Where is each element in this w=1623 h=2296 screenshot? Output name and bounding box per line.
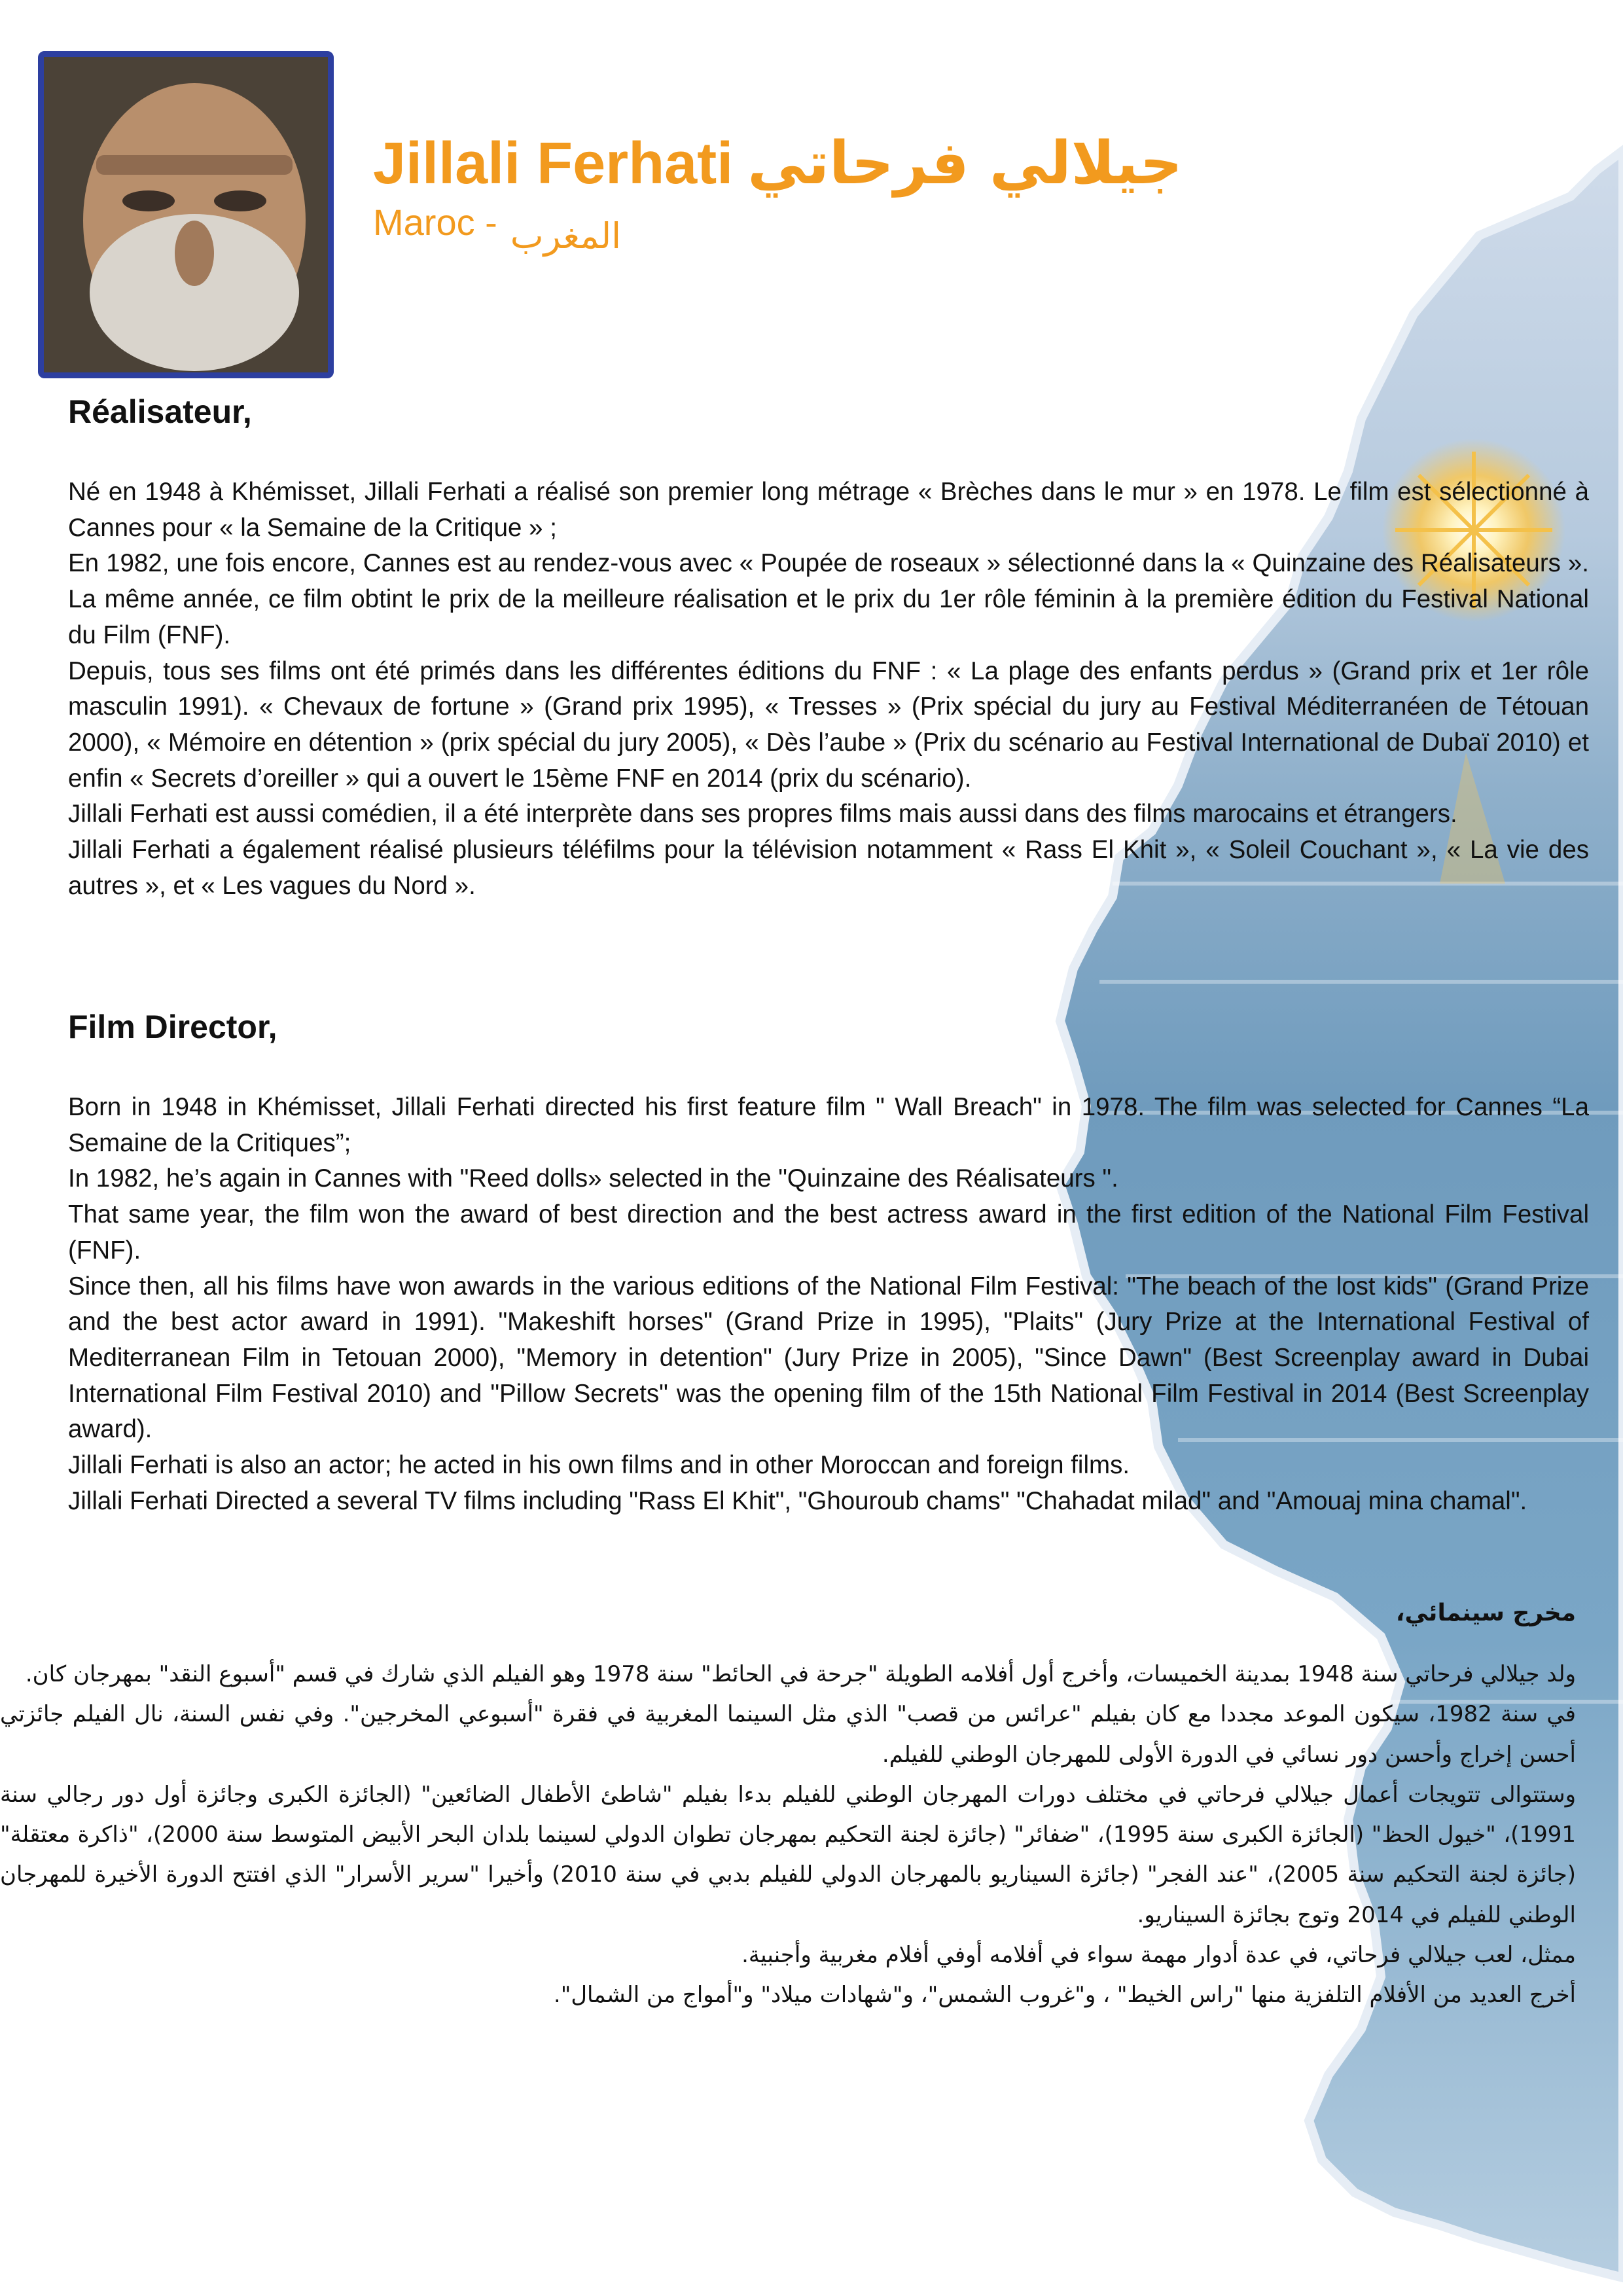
arabic-paragraph: وستتوالى تتويجات أعمال جيلالي فرحاتي في مختلف دورات المهرجان الوطني للفيلم بدءا بفيلم "شاطئ الأطفال الضائعين" (الجائزة الكبرى وجائزة أول دور رجالي سنة 1991)، "خيول الحظ" (الجائزة الكبرى سنة 1995)، "ضفائر" (جائزة لجنة التحكيم بمهرجان تطوان الدولي لسينما بلدان البحر الأبيض المتوسط سنة 2000)، "ذاكرة معتقلة" (جائزة لجنة التحكيم سنة 2005)، "عند الفجر" (جائزة السيناريو بالمهرجان الدولي للفيلم بدبي في سنة 2010) وأخيرا "سرير الأسرار" الذي افتتح الدورة الأخيرة للمهرجان الوطني للفيلم في 2014 وتوج بجائزة السيناريو. bbox=[0, 1781, 1576, 1928]
arabic-paragraph: ممثل، لعب جيلالي فرحاتي، في عدة أدوار مهمة سواء في أفلامه أوفي أفلام مغربية وأجنبية. bbox=[741, 1942, 1576, 1969]
arabic-heading: مخرج سينمائي، bbox=[1395, 1600, 1576, 1626]
french-paragraph: Né en 1948 à Khémisset, Jillali Ferhati a réalisé son premier long métrage « Brèches dans le mur » en 1978. Le film est sélectionné à Cannes pour « la Semaine de la Critique » ; bbox=[68, 478, 1589, 542]
header bbox=[373, 129, 1183, 257]
name-arabic: جيلالي فرحاتي bbox=[747, 129, 1183, 198]
person-name bbox=[373, 129, 1183, 198]
arabic-biography bbox=[0, 1655, 1576, 2016]
french-paragraph: En 1982, une fois encore, Cannes est au rendez-vous avec « Poupée de roseaux » sélectionné dans la « Quinzaine des Réalisateurs ». La même année, ce film obtint le prix de la meilleure réalisation et le prix du 1er rôle féminin à la première édition du Festival National du Film (FNF). bbox=[68, 549, 1589, 649]
french-heading: Réalisateur, bbox=[68, 393, 252, 430]
french-paragraph: Depuis, tous ses films ont été primés dans les différentes éditions du FNF : « La plage des enfants perdus » (Grand prix et 1er rôle masculin 1991). « Chevaux de fortune » (Grand prix 1995), « Tresses » (Prix spécial du jury au Festival Méditerranéen de Tétouan 2000), « Mémoire en détention » (prix spécial du jury 2005), « Dès l’aube » (Prix du scénario au Festival International de Dubaï 2010) et enfin « Secrets d’oreiller » qui a ouvert le 15ème FNF en 2014 (prix du scénario). bbox=[68, 656, 1589, 793]
english-paragraph: That same year, the film won the award of best direction and the best actress award in the first edition of the National Film Festival (FNF). bbox=[68, 1200, 1589, 1265]
english-heading: Film Director, bbox=[68, 1009, 277, 1045]
arabic-paragraph: ولد جيلالي فرحاتي سنة 1948 بمدينة الخميسات، وأخرج أول أفلامه الطويلة "جرحة في الحائط" سنة 1978 وهو الفيلم الذي شارك في قسم "أسبوع النقد" بمهرجان كان. bbox=[25, 1661, 1576, 1687]
english-paragraph: Born in 1948 in Khémisset, Jillali Ferhati directed his first feature film " Wall Breach" in 1978. The film was selected for Cannes “La Semaine de la Critiques”; bbox=[68, 1093, 1589, 1157]
english-paragraph: Jillali Ferhati is also an actor; he acted in his own films and in other Moroccan and foreign films. bbox=[68, 1451, 1130, 1480]
name-latin: Jillali Ferhati bbox=[373, 131, 734, 196]
arabic-paragraph: أخرج العديد من الأفلام التلفزية منها "راس الخيط" ، و"غروب الشمس"، و"شهادات ميلاد" و"أمواج من الشمال". bbox=[553, 1982, 1576, 2009]
country-latin: Maroc - bbox=[373, 202, 497, 243]
french-paragraph: Jillali Ferhati a également réalisé plusieurs téléfilms pour la télévision notamment « Rass El Khit », « Soleil Couchant », « La vie des autres », et « Les vagues du Nord ». bbox=[68, 836, 1589, 900]
english-biography bbox=[68, 1090, 1589, 1519]
english-paragraph: Since then, all his films have won awards in the various editions of the National Film Festival: "The beach of the lost kids" (Grand Prize and the best actor award in 1991). "Makeshift horses" (Grand Prize in 1995), "Plaits" (Jury Prize at the International Festival of Mediterranean Film in Tetouan 2000), "Memory in detention" (Jury Prize in 2005), "Since Dawn" (Best Screenplay award in Dubai International Film Festival 2010) and "Pillow Secrets" was the opening film of the 15th National Film Festival in 2014 (Best Screenplay award). bbox=[68, 1272, 1589, 1444]
french-biography bbox=[68, 475, 1589, 904]
french-paragraph: Jillali Ferhati est aussi comédien, il a été interprète dans ses propres films mais aussi dans des films marocains et étrangers. bbox=[68, 800, 1457, 829]
english-paragraph: In 1982, he’s again in Cannes with "Reed dolls» selected in the "Quinzaine des Réalisateurs ". bbox=[68, 1164, 1118, 1193]
english-paragraph: Jillali Ferhati Directed a several TV films including "Rass El Khit", "Ghouroub chams" "Chahadat milad" and "Amouaj mina chamal". bbox=[68, 1486, 1527, 1515]
country-arabic: المغرب bbox=[510, 215, 622, 257]
portrait-photo bbox=[38, 51, 334, 378]
arabic-paragraph: في سنة 1982، سيكون الموعد مجددا مع كان بفيلم "عرائس من قصب" الذي مثل السينما المغربية في فقرة "أسبوعي المخرجين". وفي نفس السنة، نال الفيلم جائزتي أحسن إخراج وأحسن دور نسائي في الدورة الأولى للمهرجان الوطني للفيلم. bbox=[0, 1701, 1577, 1768]
country bbox=[373, 201, 1183, 257]
